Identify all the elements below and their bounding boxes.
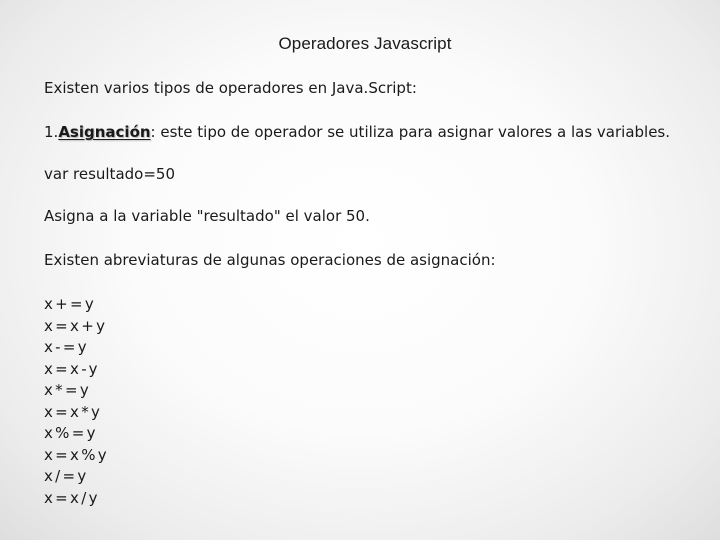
assignment-term: Asignación xyxy=(58,123,151,141)
example-code: var resultado=50 xyxy=(44,165,175,183)
operator-item: x=x%y xyxy=(44,445,109,464)
operator-item: x=x-y xyxy=(44,359,100,378)
slide-title: Operadores Javascript xyxy=(278,34,452,53)
operator-item: x/=y xyxy=(44,467,89,485)
assignment-number: 1. xyxy=(44,123,59,141)
operator-item: x%=y xyxy=(44,424,98,442)
example-explanation: Asigna a la variable "resultado" el valor 50. xyxy=(44,207,370,225)
operator-item: x-=y xyxy=(44,338,89,356)
assignment-description: : este tipo de operador se utiliza para asignar valores a las variables. xyxy=(150,123,671,141)
operator-item: x=x/y xyxy=(44,488,100,507)
assignment-paragraph xyxy=(44,123,670,141)
intro-text: Existen varios tipos de operadores en Java.Script: xyxy=(44,79,417,97)
abbreviations-intro: Existen abreviaturas de algunas operaciones de asignación: xyxy=(44,251,496,269)
operator-item: x=x+y xyxy=(44,316,108,335)
operator-list xyxy=(44,294,109,509)
operator-item: x*=y xyxy=(44,381,92,399)
operator-item: x=x*y xyxy=(44,402,103,421)
operator-item: x+=y xyxy=(44,295,97,313)
